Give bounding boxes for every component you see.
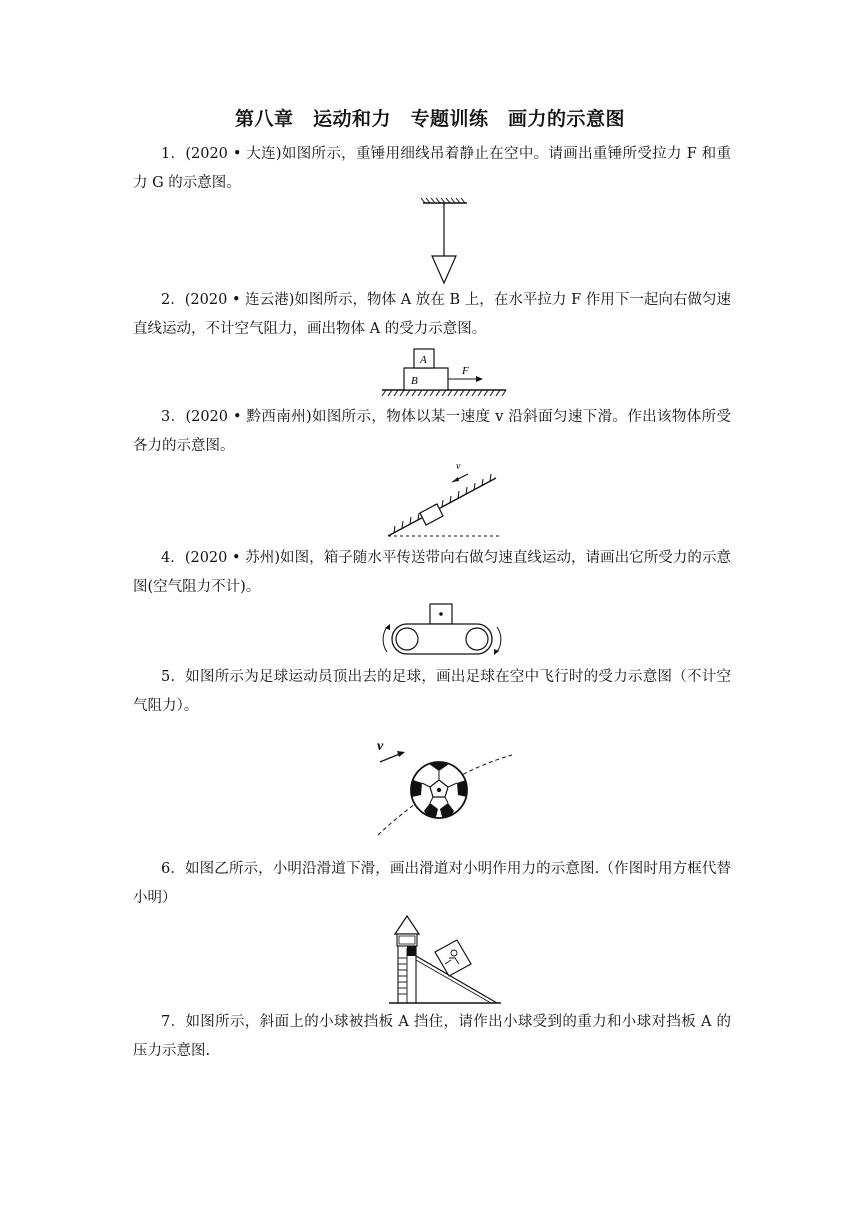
figure-1-hanging-weight [415, 197, 475, 287]
figure-4-conveyor [378, 600, 508, 660]
label-v: v [377, 739, 384, 754]
question-2: 2．(2020 • 连云港)如图所示，物体 A 放在 B 上，在水平拉力 F 作用下一起向右做匀速直线运动，不计空气阻力，画出物体 A 的受力示意图。 [133, 292, 731, 337]
question-3: 3．(2020 • 黔西南州)如图所示，物体以某一速度 v 沿斜面匀速下滑。作出该物体所受各力的示意图。 [133, 409, 731, 454]
figure-2-stacked-blocks [380, 346, 510, 398]
label-a: A [420, 354, 427, 366]
figure-3-incline [382, 456, 508, 542]
figure-6-slide [385, 912, 505, 1006]
figure-5-soccer-ball [372, 735, 522, 837]
label-b: B [411, 375, 418, 387]
question-5: 5．如图所示为足球运动员顶出去的足球，画出足球在空中飞行时的受力示意图（不计空气阻力）。 [133, 669, 731, 714]
question-1: 1．(2020 • 大连)如图所示，重锤用细线吊着静止在空中。请画出重锤所受拉力 F 和重力 G 的示意图。 [133, 146, 731, 191]
label-v: v [456, 461, 461, 472]
question-6: 6．如图乙所示，小明沿滑道下滑，画出滑道对小明作用力的示意图.（作图时用方框代替小明） [133, 861, 731, 906]
label-f: F [462, 365, 469, 377]
page-title: 第八章 运动和力 专题训练 画力的示意图 [234, 108, 625, 130]
question-7: 7．如图所示，斜面上的小球被挡板 A 挡住，请作出小球受到的重力和小球对挡板 A 的压力示意图. [133, 1014, 731, 1059]
question-4: 4．(2020 • 苏州)如图，箱子随水平传送带向右做匀速直线运动，请画出它所受力的示意图(空气阻力不计)。 [133, 550, 731, 595]
